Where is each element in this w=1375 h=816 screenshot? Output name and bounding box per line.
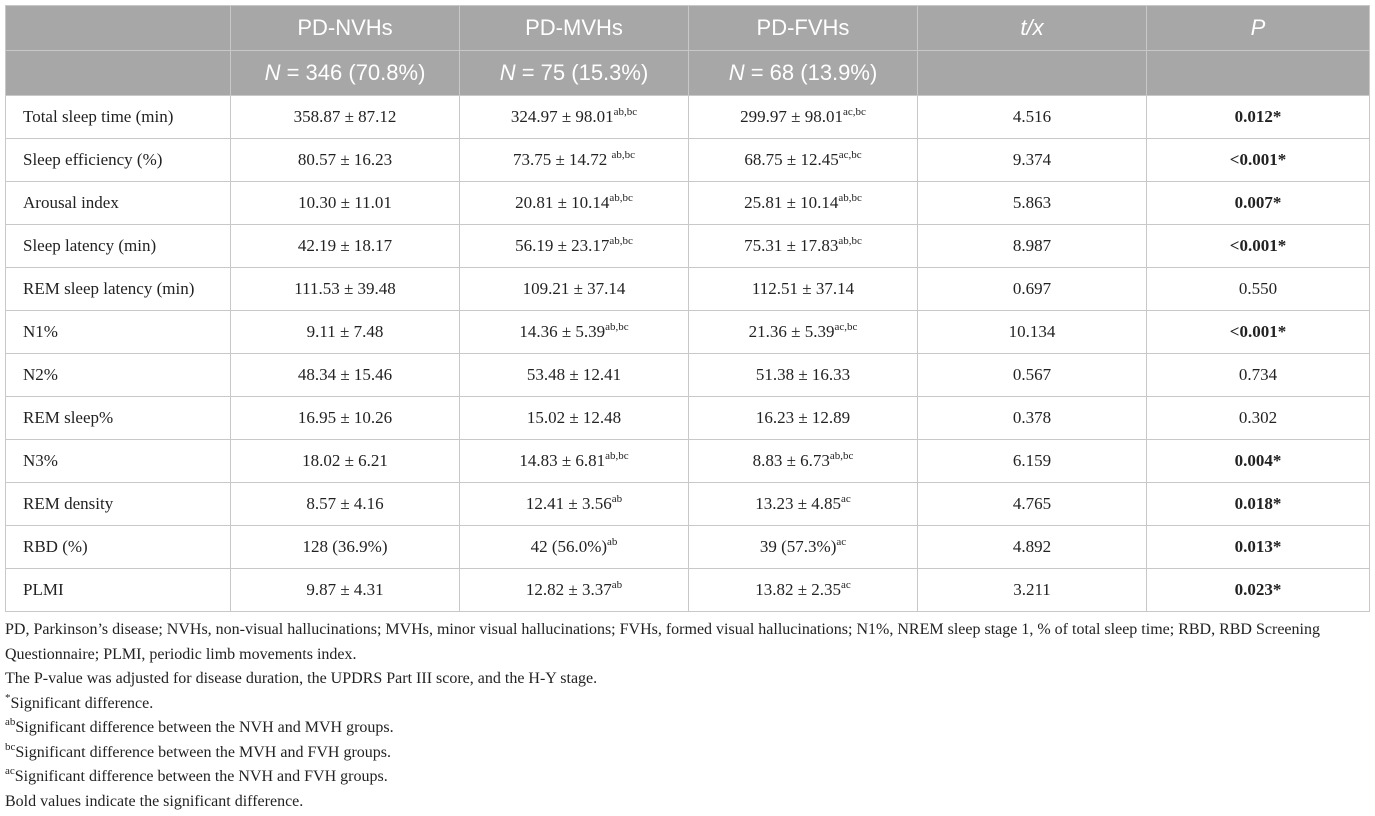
significance-superscript: ab,bc <box>605 321 629 333</box>
row-label-value: N3% <box>23 451 58 470</box>
cell-t-statistic <box>918 354 1147 397</box>
table-row <box>6 311 1370 354</box>
footnote-text: Significant difference between the MVH and FVH groups. <box>15 743 391 761</box>
header-group-fvhs: PD-FVHs <box>689 6 918 51</box>
header-n-nvhs <box>231 51 460 96</box>
cell-t-statistic <box>918 569 1147 612</box>
table-footnotes <box>5 618 1371 814</box>
cell-mvhs-value: 12.41 ± 3.56 <box>525 494 612 513</box>
cell-fvhs-value: 299.97 ± 98.01 <box>740 107 843 126</box>
cell-t-statistic-value: 9.374 <box>1012 150 1052 169</box>
header-group-nvhs: PD-NVHs <box>231 6 460 51</box>
table-row <box>6 225 1370 268</box>
row-label-value: RBD (%) <box>23 537 88 556</box>
cell-p-value-value: <0.001* <box>1229 150 1287 169</box>
cell-fvhs <box>689 483 918 526</box>
footnote-ac <box>5 765 1371 790</box>
row-label <box>6 182 231 225</box>
cell-mvhs-value: 56.19 ± 23.17 <box>515 236 610 255</box>
row-label-value: Arousal index <box>23 193 119 212</box>
table-row <box>6 526 1370 569</box>
row-label-value: Sleep efficiency (%) <box>23 150 163 169</box>
cell-mvhs-value: 73.75 ± 14.72 <box>512 150 612 169</box>
significance-superscript: ac,bc <box>842 106 866 118</box>
cell-nvhs-value: 8.57 ± 4.16 <box>306 494 384 513</box>
header-empty-cell <box>6 51 231 96</box>
cell-fvhs <box>689 225 918 268</box>
cell-t-statistic-value: 8.987 <box>1012 236 1052 255</box>
cell-fvhs-value: 25.81 ± 10.14 <box>744 193 839 212</box>
cell-t-statistic-value: 6.159 <box>1012 451 1052 470</box>
cell-mvhs-value: 53.48 ± 12.41 <box>526 365 622 384</box>
cell-p-value <box>1147 96 1370 139</box>
table-row <box>6 139 1370 182</box>
row-label <box>6 139 231 182</box>
cell-p-value <box>1147 440 1370 483</box>
significance-superscript: ab,bc <box>605 450 629 462</box>
header-empty-cell <box>6 6 231 51</box>
n-value: = 75 (15.3%) <box>521 60 649 85</box>
cell-mvhs-value: 12.82 ± 3.37 <box>525 580 612 599</box>
cell-t-statistic-value: 4.516 <box>1012 107 1052 126</box>
cell-t-statistic <box>918 96 1147 139</box>
header-row-sample-sizes <box>6 51 1370 96</box>
cell-mvhs-value: 42 (56.0%) <box>530 537 608 556</box>
cell-mvhs <box>460 526 689 569</box>
cell-t-statistic-value: 5.863 <box>1012 193 1052 212</box>
cell-mvhs-value: 15.02 ± 12.48 <box>526 408 622 427</box>
cell-t-statistic-value: 4.892 <box>1012 537 1052 556</box>
cell-p-value-value: 0.012* <box>1234 107 1282 126</box>
cell-t-statistic-value: 4.765 <box>1012 494 1052 513</box>
cell-p-value <box>1147 139 1370 182</box>
cell-t-statistic-value: 0.378 <box>1012 408 1052 427</box>
cell-t-statistic <box>918 397 1147 440</box>
cell-fvhs-value: 13.82 ± 2.35 <box>755 580 842 599</box>
significance-superscript: ab <box>607 536 618 548</box>
footnote-adjustment: The P-value was adjusted for disease duration, the UPDRS Part III score, and the H-Y stage. <box>5 670 598 687</box>
row-label <box>6 483 231 526</box>
cell-t-statistic <box>918 440 1147 483</box>
cell-mvhs <box>460 354 689 397</box>
cell-fvhs <box>689 569 918 612</box>
cell-mvhs <box>460 96 689 139</box>
cell-p-value-value: 0.550 <box>1238 279 1278 298</box>
cell-fvhs <box>689 182 918 225</box>
significance-superscript: ab,bc <box>829 450 854 462</box>
cell-mvhs-value: 324.97 ± 98.01 <box>510 107 614 126</box>
table-row <box>6 440 1370 483</box>
cell-mvhs-value: 14.83 ± 6.81 <box>519 451 606 470</box>
row-label-value: REM density <box>23 494 114 513</box>
cell-t-statistic-value: 10.134 <box>1008 322 1056 341</box>
cell-nvhs-value: 18.02 ± 6.21 <box>302 451 388 470</box>
cell-mvhs <box>460 311 689 354</box>
cell-nvhs <box>231 440 460 483</box>
footnote-significance <box>5 692 1371 717</box>
cell-fvhs <box>689 268 918 311</box>
cell-t-statistic-value: 3.211 <box>1013 580 1051 599</box>
cell-p-value-value: <0.001* <box>1229 322 1287 341</box>
row-label <box>6 225 231 268</box>
cell-nvhs-value: 128 (36.9%) <box>302 537 388 556</box>
cell-p-value <box>1147 182 1370 225</box>
row-label-value: Sleep latency (min) <box>23 236 157 255</box>
table-body <box>6 96 1370 612</box>
footnote-text: Significant difference between the NVH and MVH groups. <box>15 719 394 736</box>
cell-fvhs <box>689 354 918 397</box>
cell-nvhs-value: 48.34 ± 15.46 <box>297 365 393 384</box>
cell-nvhs <box>231 139 460 182</box>
cell-fvhs <box>689 311 918 354</box>
cell-p-value-value: <0.001* <box>1229 236 1287 255</box>
row-label <box>6 96 231 139</box>
significance-superscript: ab,bc <box>611 149 636 161</box>
cell-mvhs <box>460 569 689 612</box>
significance-superscript: ab,bc <box>838 235 862 247</box>
cell-fvhs-value: 75.31 ± 17.83 <box>744 236 839 255</box>
cell-nvhs <box>231 569 460 612</box>
cell-p-value-value: 0.013* <box>1234 537 1282 556</box>
footnote-text: Significant difference between the NVH and FVH groups. <box>14 768 388 785</box>
cell-nvhs <box>231 311 460 354</box>
footnote-mark: ab <box>5 716 16 728</box>
cell-fvhs-value: 16.23 ± 12.89 <box>755 408 851 427</box>
cell-mvhs-value: 109.21 ± 37.14 <box>522 279 626 298</box>
header-n-fvhs <box>689 51 918 96</box>
significance-superscript: ac <box>841 493 851 505</box>
cell-fvhs-value: 112.51 ± 37.14 <box>751 279 855 298</box>
footnote-abbreviations: PD, Parkinson’s disease; NVHs, non-visual hallucinations; MVHs, minor visual hallucinations; FVHs, formed visual hallucinations; N1%, NREM sleep stage 1, % of total sleep time; RBD, RBD Screening Questionnaire; PLMI, periodic limb movements index. <box>5 621 1320 663</box>
cell-mvhs-value: 20.81 ± 10.14 <box>515 193 610 212</box>
header-group-mvhs: PD-MVHs <box>460 6 689 51</box>
n-value: = 68 (13.9%) <box>750 60 878 85</box>
table-header <box>6 6 1370 96</box>
cell-nvhs <box>231 225 460 268</box>
cell-nvhs <box>231 268 460 311</box>
cell-mvhs-value: 14.36 ± 5.39 <box>519 322 606 341</box>
cell-p-value <box>1147 569 1370 612</box>
row-label-value: N1% <box>23 322 58 341</box>
footnote-bc <box>5 741 1371 766</box>
table-row <box>6 569 1370 612</box>
cell-fvhs-value: 8.83 ± 6.73 <box>752 451 830 470</box>
cell-t-statistic <box>918 225 1147 268</box>
significance-superscript: ac <box>836 536 847 548</box>
cell-fvhs-value: 51.38 ± 16.33 <box>755 365 851 384</box>
cell-nvhs <box>231 182 460 225</box>
cell-mvhs <box>460 139 689 182</box>
n-symbol: N <box>499 60 516 85</box>
cell-nvhs-value: 10.30 ± 11.01 <box>298 193 392 212</box>
cell-t-statistic <box>918 311 1147 354</box>
footnote-bold: Bold values indicate the significant difference. <box>5 792 304 810</box>
cell-fvhs-value: 21.36 ± 5.39 <box>748 322 835 341</box>
n-symbol: N <box>728 60 745 85</box>
cell-mvhs <box>460 397 689 440</box>
row-label-value: Total sleep time (min) <box>23 107 174 126</box>
sleep-parameters-table <box>5 5 1370 612</box>
significance-superscript: ab <box>611 579 623 591</box>
cell-t-statistic <box>918 139 1147 182</box>
cell-p-value-value: 0.734 <box>1238 365 1278 384</box>
header-p-value: P <box>1147 6 1370 51</box>
cell-p-value-value: 0.023* <box>1234 580 1282 599</box>
cell-t-statistic <box>918 268 1147 311</box>
row-label <box>6 311 231 354</box>
cell-p-value-value: 0.018* <box>1234 494 1282 513</box>
table-row <box>6 182 1370 225</box>
row-label <box>6 268 231 311</box>
significance-superscript: ac,bc <box>834 321 858 333</box>
cell-nvhs-value: 358.87 ± 87.12 <box>293 107 397 126</box>
n-symbol: N <box>264 60 281 85</box>
cell-p-value <box>1147 526 1370 569</box>
footnote-mark: * <box>5 691 11 704</box>
cell-t-statistic-value: 0.697 <box>1012 279 1052 298</box>
cell-mvhs <box>460 182 689 225</box>
cell-fvhs-value: 39 (57.3%) <box>759 537 837 556</box>
header-empty-cell <box>918 51 1147 96</box>
table-row <box>6 483 1370 526</box>
cell-t-statistic <box>918 182 1147 225</box>
significance-superscript: ab,bc <box>613 106 638 118</box>
cell-nvhs <box>231 483 460 526</box>
significance-superscript: ab,bc <box>838 192 862 204</box>
cell-nvhs <box>231 354 460 397</box>
cell-nvhs-value: 42.19 ± 18.17 <box>297 236 393 255</box>
header-n-mvhs <box>460 51 689 96</box>
cell-p-value <box>1147 483 1370 526</box>
cell-t-statistic-value: 0.567 <box>1012 365 1052 384</box>
cell-p-value <box>1147 268 1370 311</box>
results-table-container <box>5 5 1369 612</box>
row-label <box>6 440 231 483</box>
cell-p-value-value: 0.302 <box>1238 408 1278 427</box>
cell-p-value <box>1147 397 1370 440</box>
cell-p-value-value: 0.004* <box>1234 451 1282 470</box>
cell-nvhs-value: 16.95 ± 10.26 <box>297 408 393 427</box>
cell-nvhs <box>231 397 460 440</box>
significance-superscript: ab,bc <box>609 192 633 204</box>
row-label <box>6 526 231 569</box>
row-label-value: N2% <box>23 365 58 384</box>
cell-nvhs <box>231 96 460 139</box>
cell-p-value <box>1147 225 1370 268</box>
table-row <box>6 96 1370 139</box>
header-row-groups <box>6 6 1370 51</box>
cell-mvhs <box>460 483 689 526</box>
row-label <box>6 354 231 397</box>
cell-fvhs <box>689 526 918 569</box>
significance-superscript: ab,bc <box>609 235 633 247</box>
row-label-value: REM sleep latency (min) <box>23 279 195 298</box>
cell-fvhs-value: 68.75 ± 12.45 <box>744 150 839 169</box>
cell-nvhs-value: 9.11 ± 7.48 <box>306 322 384 341</box>
table-row <box>6 397 1370 440</box>
significance-superscript: ac <box>841 579 851 591</box>
footnote-text: Significant difference. <box>10 694 154 712</box>
row-label-value: REM sleep% <box>23 408 114 427</box>
header-t-statistic: t/x <box>918 6 1147 51</box>
header-empty-cell <box>1147 51 1370 96</box>
cell-nvhs-value: 80.57 ± 16.23 <box>297 150 393 169</box>
cell-mvhs <box>460 225 689 268</box>
significance-superscript: ac,bc <box>838 149 862 161</box>
cell-fvhs <box>689 96 918 139</box>
n-value: = 346 (70.8%) <box>286 60 426 85</box>
table-row <box>6 268 1370 311</box>
cell-fvhs-value: 13.23 ± 4.85 <box>755 494 842 513</box>
table-row <box>6 354 1370 397</box>
row-label <box>6 569 231 612</box>
cell-mvhs <box>460 268 689 311</box>
cell-t-statistic <box>918 526 1147 569</box>
cell-fvhs <box>689 440 918 483</box>
footnote-mark: ac <box>5 765 15 777</box>
cell-p-value-value: 0.007* <box>1234 193 1282 212</box>
cell-t-statistic <box>918 483 1147 526</box>
cell-nvhs <box>231 526 460 569</box>
cell-nvhs-value: 111.53 ± 39.48 <box>294 279 396 298</box>
cell-p-value <box>1147 311 1370 354</box>
row-label-value: PLMI <box>23 580 64 599</box>
footnote-ab <box>5 716 1371 741</box>
significance-superscript: ab <box>611 493 623 505</box>
row-label <box>6 397 231 440</box>
cell-nvhs-value: 9.87 ± 4.31 <box>306 580 384 599</box>
cell-mvhs <box>460 440 689 483</box>
cell-p-value <box>1147 354 1370 397</box>
cell-fvhs <box>689 397 918 440</box>
cell-fvhs <box>689 139 918 182</box>
footnote-mark: bc <box>5 740 16 753</box>
